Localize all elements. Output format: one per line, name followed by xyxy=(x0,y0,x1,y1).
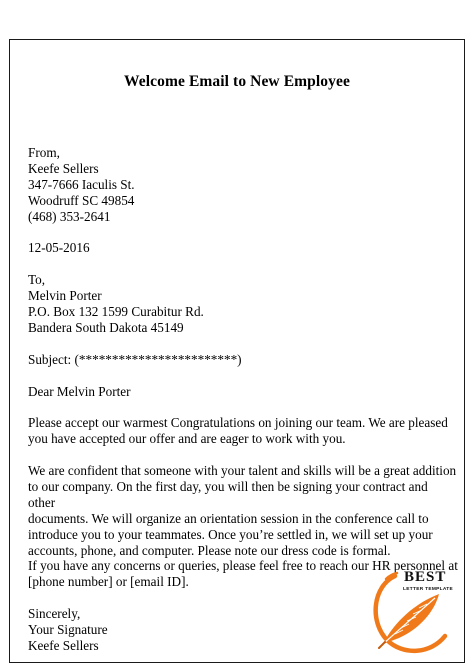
paragraph-line: [phone number] or [email ID]. xyxy=(28,574,189,590)
letter-title: Welcome Email to New Employee xyxy=(124,73,350,90)
closing-signature: Your Signature xyxy=(28,622,108,638)
paragraph-line: We are confident that someone with your talent and skills will be a great addition xyxy=(28,463,457,479)
paragraph-line: accounts, phone, and computer. Please note our dress code is formal. xyxy=(28,542,391,558)
logo-word: BEST xyxy=(404,569,447,585)
paragraph-line: you have accepted our offer and are eager to work with you. xyxy=(28,431,346,447)
paragraph-line: Please accept our warmest Congratulations on joining our team. We are pleased xyxy=(28,415,448,431)
paragraph-line: documents. We will organize an orientation session in the conference call to xyxy=(28,510,429,526)
paragraph-1 xyxy=(28,415,458,447)
closing-valediction: Sincerely, xyxy=(28,606,81,622)
recipient-city: Bandera South Dakota 45149 xyxy=(28,319,184,335)
recipient-name: Melvin Porter xyxy=(28,288,102,304)
greeting: Dear Melvin Porter xyxy=(28,383,131,399)
logo-subtitle: LETTER TEMPLATE xyxy=(403,587,453,592)
subject-line: Subject: (************************) xyxy=(28,351,242,367)
paragraph-line: to our company. On the first day, you will then be signing your contract and other xyxy=(28,478,428,510)
sender-phone: (468) 353-2641 xyxy=(28,208,111,224)
recipient-street: P.O. Box 132 1599 Curabitur Rd. xyxy=(28,304,204,320)
sender-street: 347-7666 Iaculis St. xyxy=(28,176,135,192)
sender-label: From, xyxy=(28,145,60,160)
closing-name: Keefe Sellers xyxy=(28,637,99,653)
sender-city: Woodruff SC 49854 xyxy=(28,192,135,208)
sender-name: Keefe Sellers xyxy=(28,160,99,176)
letter-date: 12-05-2016 xyxy=(28,240,90,256)
quill-feather-icon xyxy=(379,594,439,648)
paragraph-line: introduce you to your teammates. Once you’re settled in, we will set up your xyxy=(28,526,433,542)
paragraph-line: If you have any concerns or queries, please feel free to reach our HR personnel at xyxy=(28,558,458,574)
best-letter-template-logo xyxy=(365,566,461,656)
recipient-label: To, xyxy=(28,272,46,288)
